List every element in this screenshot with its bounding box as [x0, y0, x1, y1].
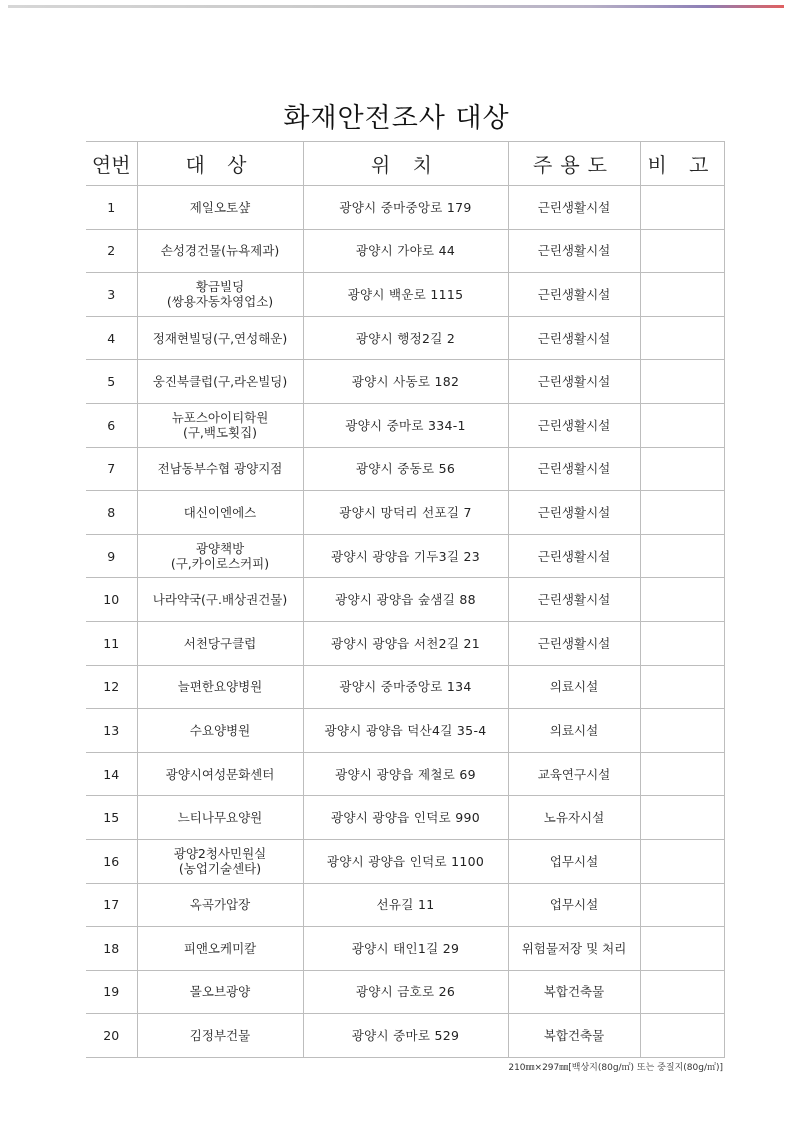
- row-main-use: 근린생활시설: [508, 621, 640, 665]
- table-row: [86, 578, 724, 622]
- row-number: 1: [86, 186, 137, 230]
- inspection-target-table: [86, 141, 725, 1058]
- row-location: 광양시 광양읍 인덕로 1100: [303, 839, 508, 883]
- row-number: 18: [86, 927, 137, 971]
- row-target-name: 광양시여성문화센터: [137, 752, 303, 796]
- table-row: [86, 403, 724, 447]
- row-number: 20: [86, 1014, 137, 1058]
- row-location: 광양시 중마중앙로 179: [303, 186, 508, 230]
- row-target-name: 나라약국(구.배상권건물): [137, 578, 303, 622]
- row-main-use: 교육연구시설: [508, 752, 640, 796]
- table-header-row: [86, 142, 724, 186]
- table-row: [86, 186, 724, 230]
- table-row: [86, 273, 724, 317]
- row-target-name: 옥곡가압장: [137, 883, 303, 927]
- row-main-use: 노유자시설: [508, 796, 640, 840]
- row-note: [640, 621, 724, 665]
- row-main-use: 복합건축물: [508, 1014, 640, 1058]
- table-row: [86, 665, 724, 709]
- page-title: 화재안전조사 대상: [283, 103, 510, 134]
- table-row: [86, 752, 724, 796]
- row-note: [640, 927, 724, 971]
- row-target-name: 손성경건물(뉴욕제과): [137, 229, 303, 273]
- row-location: 광양시 중마중앙로 134: [303, 665, 508, 709]
- row-target-name: 웅진북클럽(구,라온빌딩): [137, 360, 303, 404]
- row-target-name: 김정부건물: [137, 1014, 303, 1058]
- row-note: [640, 796, 724, 840]
- row-main-use: 복합건축물: [508, 970, 640, 1014]
- row-target-name: 전남동부수협 광양지점: [137, 447, 303, 491]
- row-note: [640, 752, 724, 796]
- row-note: [640, 491, 724, 535]
- row-note: [640, 1014, 724, 1058]
- row-target-name: 황금빌딩 (쌍용자동차영업소): [137, 273, 303, 317]
- table-row: [86, 621, 724, 665]
- row-location: 광양시 망덕리 선포길 7: [303, 491, 508, 535]
- header-note: 비 고: [640, 142, 724, 186]
- table-row: [86, 927, 724, 971]
- row-number: 2: [86, 229, 137, 273]
- table-row: [86, 796, 724, 840]
- row-number: 19: [86, 970, 137, 1014]
- row-target-name: 몰오브광양: [137, 970, 303, 1014]
- row-target-name: 제일오토샾: [137, 186, 303, 230]
- row-number: 14: [86, 752, 137, 796]
- row-location: 광양시 사동로 182: [303, 360, 508, 404]
- row-main-use: 근린생활시설: [508, 186, 640, 230]
- row-main-use: 근린생활시설: [508, 273, 640, 317]
- row-number: 15: [86, 796, 137, 840]
- row-location: 광양시 광양읍 덕산4길 35-4: [303, 709, 508, 753]
- row-note: [640, 360, 724, 404]
- row-location: 광양시 중마로 334-1: [303, 403, 508, 447]
- row-note: [640, 273, 724, 317]
- row-number: 8: [86, 491, 137, 535]
- row-note: [640, 447, 724, 491]
- row-number: 10: [86, 578, 137, 622]
- row-number: 13: [86, 709, 137, 753]
- row-target-name: 늘편한요양병원: [137, 665, 303, 709]
- row-note: [640, 186, 724, 230]
- row-number: 5: [86, 360, 137, 404]
- row-location: 광양시 가야로 44: [303, 229, 508, 273]
- header-target: 대 상: [137, 142, 303, 186]
- table-row: [86, 491, 724, 535]
- row-target-name: 대신이엔에스: [137, 491, 303, 535]
- row-main-use: 근린생활시설: [508, 534, 640, 578]
- row-note: [640, 970, 724, 1014]
- row-location: 광양시 행정2길 2: [303, 316, 508, 360]
- row-note: [640, 883, 724, 927]
- row-number: 16: [86, 839, 137, 883]
- row-number: 9: [86, 534, 137, 578]
- table-row: [86, 229, 724, 273]
- row-note: [640, 709, 724, 753]
- row-note: [640, 839, 724, 883]
- table-row: [86, 839, 724, 883]
- header-use: 주용도: [508, 142, 640, 186]
- table-row: [86, 1014, 724, 1058]
- row-main-use: 의료시설: [508, 709, 640, 753]
- row-main-use: 근린생활시설: [508, 491, 640, 535]
- row-location: 선유길 11: [303, 883, 508, 927]
- row-target-name: 뉴포스아이티학원 (구,백도횟집): [137, 403, 303, 447]
- row-location: 광양시 광양읍 기두3길 23: [303, 534, 508, 578]
- row-note: [640, 665, 724, 709]
- row-target-name: 피앤오케미칼: [137, 927, 303, 971]
- row-main-use: 근린생활시설: [508, 578, 640, 622]
- row-location: 광양시 중마로 529: [303, 1014, 508, 1058]
- row-main-use: 업무시설: [508, 883, 640, 927]
- table-row: [86, 447, 724, 491]
- row-main-use: 근린생활시설: [508, 316, 640, 360]
- paper-spec-footer: 210㎜×297㎜[백상지(80g/㎡) 또는 중질지(80g/㎡)]: [508, 1063, 723, 1073]
- row-location: 광양시 광양읍 서천2길 21: [303, 621, 508, 665]
- table-row: [86, 360, 724, 404]
- table-row: [86, 970, 724, 1014]
- row-number: 4: [86, 316, 137, 360]
- header-no: 연번: [86, 142, 137, 186]
- top-rule: [8, 5, 784, 8]
- row-note: [640, 316, 724, 360]
- row-target-name: 광양2청사민원실 (농업기술센타): [137, 839, 303, 883]
- row-location: 광양시 백운로 1115: [303, 273, 508, 317]
- row-number: 12: [86, 665, 137, 709]
- table-row: [86, 534, 724, 578]
- row-target-name: 느티나무요양원: [137, 796, 303, 840]
- row-note: [640, 578, 724, 622]
- row-location: 광양시 광양읍 숲샘길 88: [303, 578, 508, 622]
- row-number: 7: [86, 447, 137, 491]
- row-main-use: 업무시설: [508, 839, 640, 883]
- row-note: [640, 229, 724, 273]
- row-target-name: 정재현빌딩(구,연성해운): [137, 316, 303, 360]
- row-target-name: 서천당구클럽: [137, 621, 303, 665]
- row-main-use: 근린생활시설: [508, 360, 640, 404]
- row-location: 광양시 광양읍 인덕로 990: [303, 796, 508, 840]
- table-row: [86, 883, 724, 927]
- header-location: 위 치: [303, 142, 508, 186]
- row-target-name: 수요양병원: [137, 709, 303, 753]
- row-location: 광양시 광양읍 제철로 69: [303, 752, 508, 796]
- row-location: 광양시 태인1길 29: [303, 927, 508, 971]
- row-main-use: 근린생활시설: [508, 403, 640, 447]
- table-row: [86, 316, 724, 360]
- row-number: 3: [86, 273, 137, 317]
- row-main-use: 의료시설: [508, 665, 640, 709]
- row-note: [640, 403, 724, 447]
- row-location: 광양시 금호로 26: [303, 970, 508, 1014]
- row-main-use: 근린생활시설: [508, 229, 640, 273]
- row-number: 11: [86, 621, 137, 665]
- row-location: 광양시 중동로 56: [303, 447, 508, 491]
- table-row: [86, 709, 724, 753]
- row-main-use: 위험물저장 및 처리: [508, 927, 640, 971]
- row-main-use: 근린생활시설: [508, 447, 640, 491]
- row-note: [640, 534, 724, 578]
- row-number: 17: [86, 883, 137, 927]
- row-number: 6: [86, 403, 137, 447]
- row-target-name: 광양책방 (구,카이로스커피): [137, 534, 303, 578]
